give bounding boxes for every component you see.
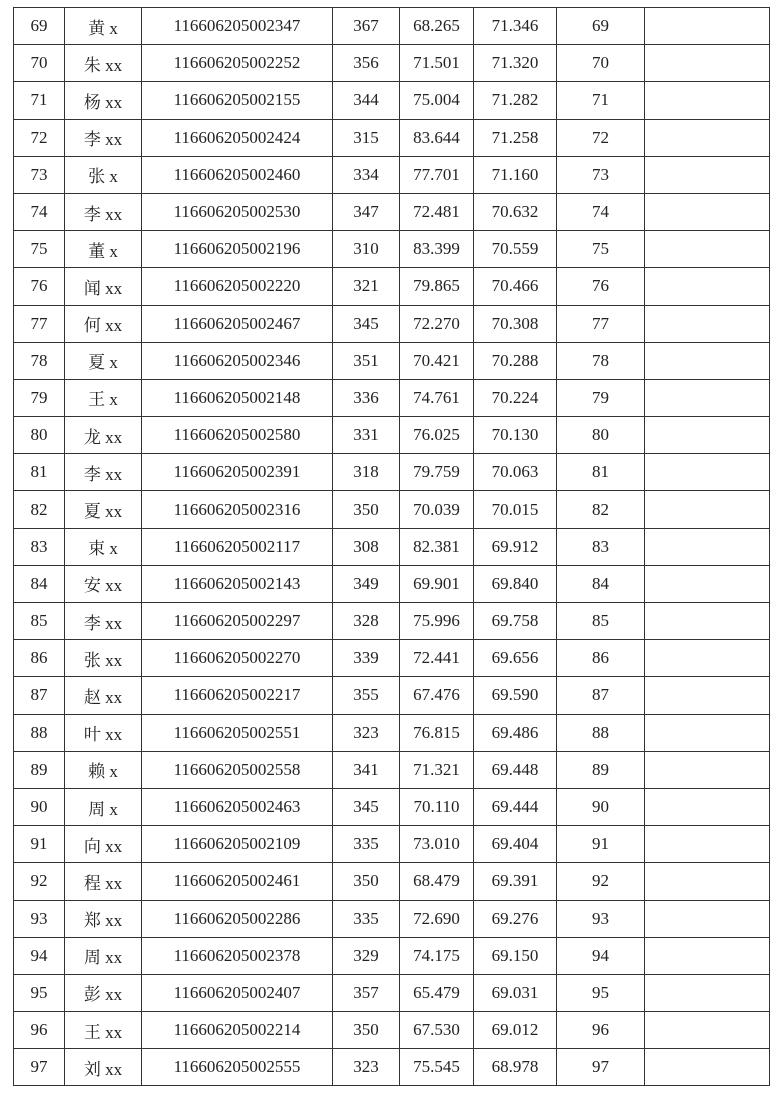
position-cell: 80 [557,417,645,454]
name-cell: 李 xx [65,603,142,640]
initial-score-cell: 329 [333,937,400,974]
candidate-id-cell: 116606205002555 [142,1049,333,1086]
rank-cell: 97 [14,1049,65,1086]
position-cell: 88 [557,714,645,751]
table-row [14,603,770,640]
rank-cell: 70 [14,45,65,82]
note-cell [645,82,770,119]
note-cell [645,677,770,714]
table-row [14,1012,770,1049]
table-row [14,305,770,342]
note-cell [645,826,770,863]
initial-score-cell: 341 [333,751,400,788]
second-score-cell: 77.701 [400,156,474,193]
candidate-id-cell: 116606205002214 [142,1012,333,1049]
rank-cell: 87 [14,677,65,714]
name-cell: 赵 xx [65,677,142,714]
total-score-cell: 70.559 [474,231,557,268]
name-cell: 闻 xx [65,268,142,305]
position-cell: 73 [557,156,645,193]
total-score-cell: 69.590 [474,677,557,714]
rank-cell: 69 [14,8,65,45]
total-score-cell: 69.840 [474,565,557,602]
candidate-id-cell: 116606205002297 [142,603,333,640]
name-cell: 夏 x [65,342,142,379]
table-row [14,342,770,379]
total-score-cell: 69.404 [474,826,557,863]
candidate-id-cell: 116606205002347 [142,8,333,45]
rank-cell: 94 [14,937,65,974]
rank-cell: 96 [14,1012,65,1049]
results-table [13,7,770,1086]
initial-score-cell: 357 [333,974,400,1011]
second-score-cell: 72.690 [400,900,474,937]
initial-score-cell: 345 [333,788,400,825]
table-row [14,156,770,193]
position-cell: 89 [557,751,645,788]
note-cell [645,454,770,491]
note-cell [645,379,770,416]
candidate-id-cell: 116606205002220 [142,268,333,305]
second-score-cell: 75.545 [400,1049,474,1086]
second-score-cell: 82.381 [400,528,474,565]
rank-cell: 78 [14,342,65,379]
second-score-cell: 76.815 [400,714,474,751]
position-cell: 94 [557,937,645,974]
total-score-cell: 69.031 [474,974,557,1011]
table-row [14,640,770,677]
note-cell [645,8,770,45]
initial-score-cell: 318 [333,454,400,491]
position-cell: 79 [557,379,645,416]
table-row [14,788,770,825]
name-cell: 李 xx [65,454,142,491]
note-cell [645,342,770,379]
position-cell: 69 [557,8,645,45]
name-cell: 何 xx [65,305,142,342]
initial-score-cell: 310 [333,231,400,268]
rank-cell: 89 [14,751,65,788]
initial-score-cell: 331 [333,417,400,454]
candidate-id-cell: 116606205002316 [142,491,333,528]
table-row [14,417,770,454]
name-cell: 黄 x [65,8,142,45]
initial-score-cell: 339 [333,640,400,677]
candidate-id-cell: 116606205002143 [142,565,333,602]
rank-cell: 90 [14,788,65,825]
total-score-cell: 70.632 [474,193,557,230]
candidate-id-cell: 116606205002148 [142,379,333,416]
initial-score-cell: 315 [333,119,400,156]
table-row [14,677,770,714]
table-row [14,454,770,491]
name-cell: 束 x [65,528,142,565]
total-score-cell: 69.391 [474,863,557,900]
position-cell: 74 [557,193,645,230]
total-score-cell: 71.346 [474,8,557,45]
position-cell: 93 [557,900,645,937]
candidate-id-cell: 116606205002424 [142,119,333,156]
candidate-id-cell: 116606205002467 [142,305,333,342]
table-row [14,826,770,863]
note-cell [645,417,770,454]
total-score-cell: 69.758 [474,603,557,640]
second-score-cell: 74.761 [400,379,474,416]
name-cell: 赖 x [65,751,142,788]
note-cell [645,491,770,528]
table-row [14,119,770,156]
rank-cell: 92 [14,863,65,900]
position-cell: 83 [557,528,645,565]
name-cell: 夏 xx [65,491,142,528]
table-row [14,193,770,230]
second-score-cell: 75.996 [400,603,474,640]
name-cell: 王 xx [65,1012,142,1049]
total-score-cell: 68.978 [474,1049,557,1086]
position-cell: 77 [557,305,645,342]
table-row [14,45,770,82]
initial-score-cell: 350 [333,1012,400,1049]
total-score-cell: 70.063 [474,454,557,491]
rank-cell: 86 [14,640,65,677]
initial-score-cell: 323 [333,1049,400,1086]
table-row [14,751,770,788]
second-score-cell: 72.481 [400,193,474,230]
table-row [14,937,770,974]
rank-cell: 79 [14,379,65,416]
second-score-cell: 83.644 [400,119,474,156]
second-score-cell: 72.441 [400,640,474,677]
note-cell [645,974,770,1011]
note-cell [645,937,770,974]
position-cell: 86 [557,640,645,677]
candidate-id-cell: 116606205002391 [142,454,333,491]
second-score-cell: 67.476 [400,677,474,714]
rank-cell: 76 [14,268,65,305]
total-score-cell: 71.258 [474,119,557,156]
position-cell: 87 [557,677,645,714]
position-cell: 91 [557,826,645,863]
candidate-id-cell: 116606205002252 [142,45,333,82]
rank-cell: 71 [14,82,65,119]
name-cell: 李 xx [65,193,142,230]
name-cell: 朱 xx [65,45,142,82]
initial-score-cell: 351 [333,342,400,379]
second-score-cell: 83.399 [400,231,474,268]
initial-score-cell: 323 [333,714,400,751]
position-cell: 95 [557,974,645,1011]
table-row [14,231,770,268]
name-cell: 刘 xx [65,1049,142,1086]
total-score-cell: 69.656 [474,640,557,677]
initial-score-cell: 350 [333,863,400,900]
name-cell: 叶 xx [65,714,142,751]
note-cell [645,268,770,305]
candidate-id-cell: 116606205002558 [142,751,333,788]
candidate-id-cell: 116606205002460 [142,156,333,193]
name-cell: 张 xx [65,640,142,677]
candidate-id-cell: 116606205002109 [142,826,333,863]
table-row [14,1049,770,1086]
rank-cell: 73 [14,156,65,193]
name-cell: 王 x [65,379,142,416]
second-score-cell: 65.479 [400,974,474,1011]
initial-score-cell: 356 [333,45,400,82]
note-cell [645,231,770,268]
total-score-cell: 69.276 [474,900,557,937]
second-score-cell: 74.175 [400,937,474,974]
total-score-cell: 70.015 [474,491,557,528]
note-cell [645,156,770,193]
name-cell: 周 x [65,788,142,825]
position-cell: 76 [557,268,645,305]
candidate-id-cell: 116606205002463 [142,788,333,825]
initial-score-cell: 335 [333,826,400,863]
rank-cell: 95 [14,974,65,1011]
total-score-cell: 69.012 [474,1012,557,1049]
candidate-id-cell: 116606205002551 [142,714,333,751]
rank-cell: 75 [14,231,65,268]
note-cell [645,193,770,230]
initial-score-cell: 355 [333,677,400,714]
second-score-cell: 72.270 [400,305,474,342]
note-cell [645,863,770,900]
name-cell: 程 xx [65,863,142,900]
total-score-cell: 70.130 [474,417,557,454]
second-score-cell: 79.759 [400,454,474,491]
rank-cell: 80 [14,417,65,454]
candidate-id-cell: 116606205002286 [142,900,333,937]
second-score-cell: 70.039 [400,491,474,528]
total-score-cell: 69.444 [474,788,557,825]
position-cell: 75 [557,231,645,268]
initial-score-cell: 347 [333,193,400,230]
second-score-cell: 69.901 [400,565,474,602]
candidate-id-cell: 116606205002117 [142,528,333,565]
note-cell [645,603,770,640]
rank-cell: 74 [14,193,65,230]
name-cell: 李 xx [65,119,142,156]
note-cell [645,1012,770,1049]
candidate-id-cell: 116606205002270 [142,640,333,677]
second-score-cell: 79.865 [400,268,474,305]
table-row [14,491,770,528]
position-cell: 81 [557,454,645,491]
table-row [14,900,770,937]
name-cell: 郑 xx [65,900,142,937]
note-cell [645,305,770,342]
name-cell: 杨 xx [65,82,142,119]
initial-score-cell: 350 [333,491,400,528]
name-cell: 向 xx [65,826,142,863]
total-score-cell: 70.466 [474,268,557,305]
initial-score-cell: 344 [333,82,400,119]
position-cell: 90 [557,788,645,825]
second-score-cell: 68.479 [400,863,474,900]
total-score-cell: 69.486 [474,714,557,751]
second-score-cell: 70.421 [400,342,474,379]
candidate-id-cell: 116606205002155 [142,82,333,119]
table-body [14,8,770,1086]
position-cell: 85 [557,603,645,640]
total-score-cell: 71.320 [474,45,557,82]
table-row [14,379,770,416]
initial-score-cell: 349 [333,565,400,602]
initial-score-cell: 335 [333,900,400,937]
candidate-id-cell: 116606205002217 [142,677,333,714]
rank-cell: 72 [14,119,65,156]
position-cell: 72 [557,119,645,156]
rank-cell: 82 [14,491,65,528]
note-cell [645,1049,770,1086]
second-score-cell: 70.110 [400,788,474,825]
total-score-cell: 69.912 [474,528,557,565]
initial-score-cell: 321 [333,268,400,305]
candidate-id-cell: 116606205002346 [142,342,333,379]
note-cell [645,45,770,82]
total-score-cell: 70.288 [474,342,557,379]
name-cell: 龙 xx [65,417,142,454]
position-cell: 78 [557,342,645,379]
rank-cell: 85 [14,603,65,640]
table-row [14,974,770,1011]
note-cell [645,565,770,602]
initial-score-cell: 328 [333,603,400,640]
name-cell: 周 xx [65,937,142,974]
initial-score-cell: 308 [333,528,400,565]
table-row [14,565,770,602]
table-row [14,82,770,119]
candidate-id-cell: 116606205002378 [142,937,333,974]
note-cell [645,900,770,937]
total-score-cell: 70.224 [474,379,557,416]
initial-score-cell: 367 [333,8,400,45]
total-score-cell: 70.308 [474,305,557,342]
table-row [14,8,770,45]
rank-cell: 83 [14,528,65,565]
table-row [14,528,770,565]
position-cell: 97 [557,1049,645,1086]
total-score-cell: 71.282 [474,82,557,119]
candidate-id-cell: 116606205002407 [142,974,333,1011]
total-score-cell: 71.160 [474,156,557,193]
second-score-cell: 71.321 [400,751,474,788]
rank-cell: 77 [14,305,65,342]
candidate-id-cell: 116606205002580 [142,417,333,454]
note-cell [645,788,770,825]
rank-cell: 84 [14,565,65,602]
rank-cell: 91 [14,826,65,863]
second-score-cell: 73.010 [400,826,474,863]
rank-cell: 93 [14,900,65,937]
note-cell [645,640,770,677]
second-score-cell: 67.530 [400,1012,474,1049]
position-cell: 82 [557,491,645,528]
rank-cell: 88 [14,714,65,751]
note-cell [645,119,770,156]
second-score-cell: 71.501 [400,45,474,82]
initial-score-cell: 334 [333,156,400,193]
candidate-id-cell: 116606205002530 [142,193,333,230]
total-score-cell: 69.150 [474,937,557,974]
initial-score-cell: 336 [333,379,400,416]
rank-cell: 81 [14,454,65,491]
name-cell: 张 x [65,156,142,193]
table-row [14,863,770,900]
second-score-cell: 68.265 [400,8,474,45]
candidate-id-cell: 116606205002461 [142,863,333,900]
position-cell: 84 [557,565,645,602]
note-cell [645,714,770,751]
table-row [14,268,770,305]
candidate-id-cell: 116606205002196 [142,231,333,268]
total-score-cell: 69.448 [474,751,557,788]
second-score-cell: 76.025 [400,417,474,454]
position-cell: 92 [557,863,645,900]
name-cell: 彭 xx [65,974,142,1011]
note-cell [645,751,770,788]
note-cell [645,528,770,565]
second-score-cell: 75.004 [400,82,474,119]
name-cell: 安 xx [65,565,142,602]
position-cell: 96 [557,1012,645,1049]
position-cell: 70 [557,45,645,82]
initial-score-cell: 345 [333,305,400,342]
position-cell: 71 [557,82,645,119]
table-row [14,714,770,751]
name-cell: 董 x [65,231,142,268]
